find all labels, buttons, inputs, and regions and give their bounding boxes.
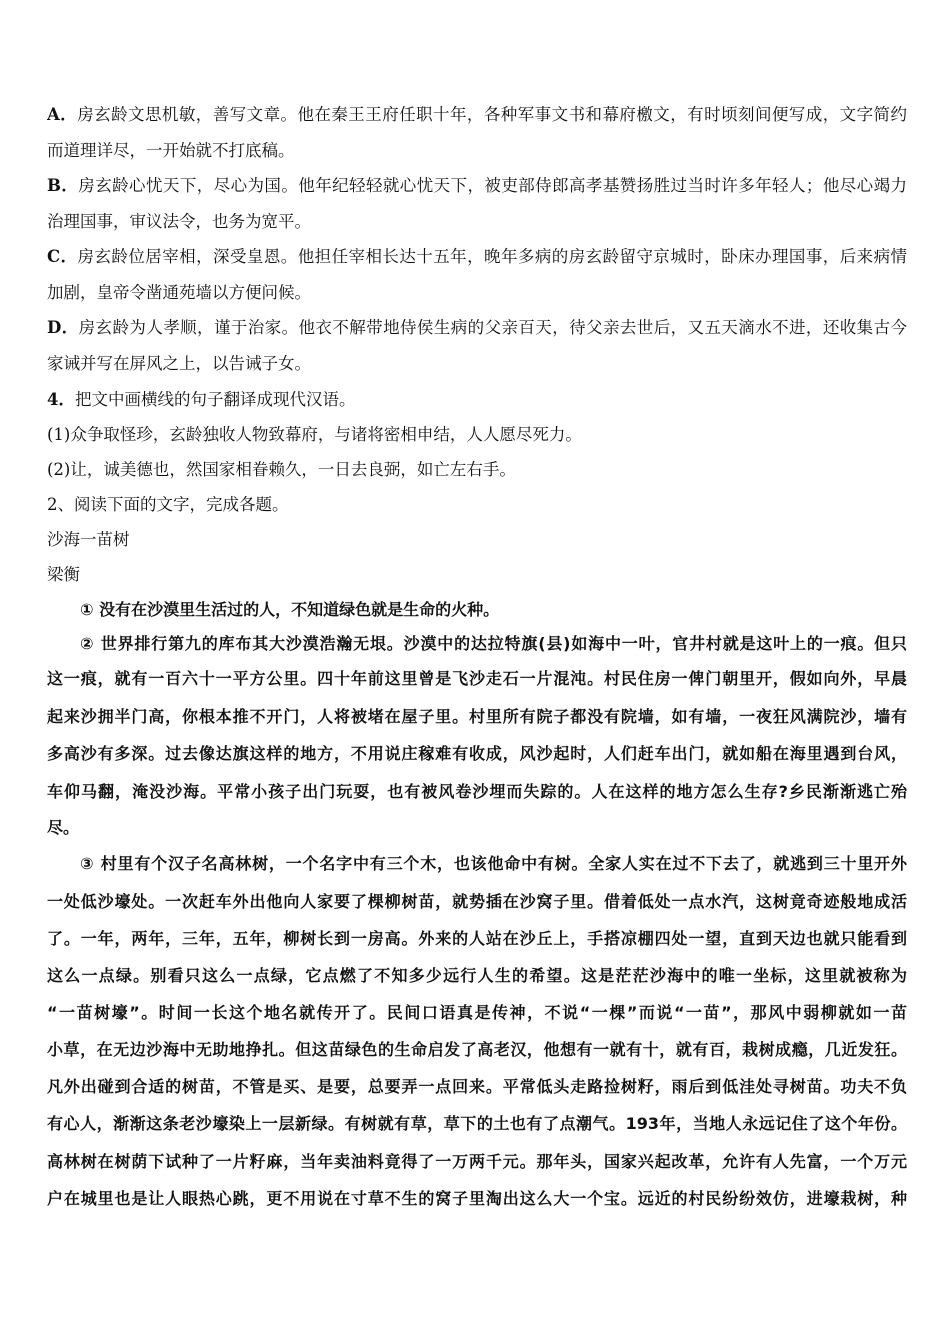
story-line: 小草，在无边沙海中无助地挣扎。但这苗绿色的生命启发了高老汉，他想有一就有十，就有百，栽树成瘾，几近发狂。 bbox=[47, 1040, 907, 1059]
option-c-letter: C． bbox=[47, 247, 78, 266]
story-line: ③ 村里有个汉子名高林树，一个名字中有三个木，也该他命中有树。全家人实在过不下去了，就逃到三十里开外 bbox=[80, 854, 907, 873]
option-a-line-1 bbox=[47, 100, 907, 130]
story-line: 车仰马翻，淹没沙海。平常小孩子出门玩耍，也有被风卷沙埋而失踪的。人在这样的地方怎么生存?乡民渐渐逃亡殆 bbox=[47, 782, 907, 801]
question-4-number: 4． bbox=[47, 390, 75, 409]
option-a-text-1: 房玄龄文思机敏，善写文章。他在秦王王府任职十年，各种军事文书和幕府檄文，有时顷刻间便写成，文字简约 bbox=[77, 105, 907, 124]
option-c-line-1 bbox=[47, 242, 907, 272]
option-a-letter: A． bbox=[47, 105, 78, 124]
story-line: 多高沙有多深。过去像达旗这样的地方，不用说庄稼难有收成，风沙起时，人们赶车出门，就如船在海里遇到台风， bbox=[47, 744, 907, 763]
option-b-letter: B． bbox=[47, 176, 79, 195]
section-2-heading: 2、阅读下面的文字，完成各题。 bbox=[47, 495, 289, 514]
option-c-line-2: 加剧，皇帝令凿通苑墙以方便问候。 bbox=[47, 283, 311, 302]
option-b-line-1 bbox=[47, 171, 907, 201]
story-line: “一苗树壕”。时间一长这个地名就传开了。民间口语真是传神，不说“一棵”而说“一苗”，那风中弱柳就如一苗 bbox=[47, 1003, 907, 1022]
option-b-text-1: 房玄龄心忧天下，尽心为国。他年纪轻轻就心忧天下，被吏部侍郎高孝基赞扬胜过当时许多年轻人；他尽心竭力 bbox=[78, 176, 907, 195]
option-a-line-2: 而道理详尽，一开始就不打底稿。 bbox=[47, 141, 295, 160]
option-d-text-1: 房玄龄为人孝顺，谨于治家。他衣不解带地侍侯生病的父亲百天，待父亲去世后，又五天滴水不进，还收集古今 bbox=[78, 318, 907, 337]
option-d-letter: D． bbox=[47, 318, 79, 337]
story-line: 凡外出碰到合适的树苗，不管是买、是要，总要弄一点回来。平常低头走路捡树籽，雨后到低洼处寻树苗。功夫不负 bbox=[47, 1077, 907, 1096]
option-d-line-1 bbox=[47, 313, 907, 343]
story-line: ① 没有在沙漠里生活过的人，不知道绿色就是生命的火种。 bbox=[80, 600, 500, 619]
option-c-text-1: 房玄龄位居宰相，深受皇恩。他担任宰相长达十五年，晚年多病的房玄龄留守京城时，卧床办理国事，后来病情 bbox=[77, 247, 907, 266]
story-title: 沙海一苗树 bbox=[47, 530, 130, 549]
story-line: 一处低沙壕处。一次赶车外出他向人家要了棵柳树苗，就势插在沙窝子里。借着低处一点水汽，这树竟奇迹般地成活 bbox=[47, 892, 907, 911]
story-line: 有心人，渐渐这条老沙壕染上一层新绿。有树就有草，草下的土也有了点潮气。193年，当地人永远记住了这个年份。 bbox=[47, 1114, 907, 1133]
question-4-item-2: (2)让，诚美德也，然国家相眷赖久，一日去良弼，如亡左右手。 bbox=[47, 460, 516, 479]
story-line: 这么一点绿。别看只这么一点绿，它点燃了不知多少远行人生的希望。这是茫茫沙海中的唯一坐标，这里就被称为 bbox=[47, 966, 907, 985]
story-line: 了。一年，两年，三年，五年，柳树长到一房高。外来的人站在沙丘上，手搭凉棚四处一望，直到天边也就只能看到 bbox=[47, 929, 907, 948]
story-line: 起来沙拥半门高，你根本推不开门，人将被堵在屋子里。村里所有院子都没有院墙，如有墙，一夜狂风满院沙，墙有 bbox=[47, 707, 907, 726]
story-line: 尽。 bbox=[47, 818, 80, 837]
story-line: 户在城里也是让人眼热心跳，更不用说在寸草不生的窝子里淘出这么大一个宝。远近的村民纷纷效仿，进壕栽树，种 bbox=[47, 1189, 907, 1208]
story-line: ② 世界排行第九的库布其大沙漠浩瀚无垠。沙漠中的达拉特旗(县)如海中一叶，官井村就是这叶上的一痕。但只 bbox=[80, 634, 907, 653]
story-author: 梁衡 bbox=[47, 565, 80, 584]
option-b-line-2: 治理国事，审议法令，也务为宽平。 bbox=[47, 212, 311, 231]
question-4-prompt bbox=[47, 385, 907, 415]
question-4-item-1: (1)众争取怪珍，玄龄独收人物致幕府，与诸将密相申结，人人愿尽死力。 bbox=[47, 425, 582, 444]
story-line: 这一痕，就有一百六十一平方公里。四十年前这里曾是飞沙走石一片混沌。村民住房一俾门朝里开，假如向外，早晨 bbox=[47, 669, 907, 688]
story-line: 高林树在树荫下试种了一片籽麻，当年卖油料竟得了一万两千元。那年头，国家兴起改革，允许有人先富，一个万元 bbox=[47, 1152, 907, 1171]
option-d-line-2: 家诫并写在屏风之上，以告诫子女。 bbox=[47, 354, 311, 373]
question-4-text: 把文中画横线的句子翻译成现代汉语。 bbox=[74, 390, 356, 409]
